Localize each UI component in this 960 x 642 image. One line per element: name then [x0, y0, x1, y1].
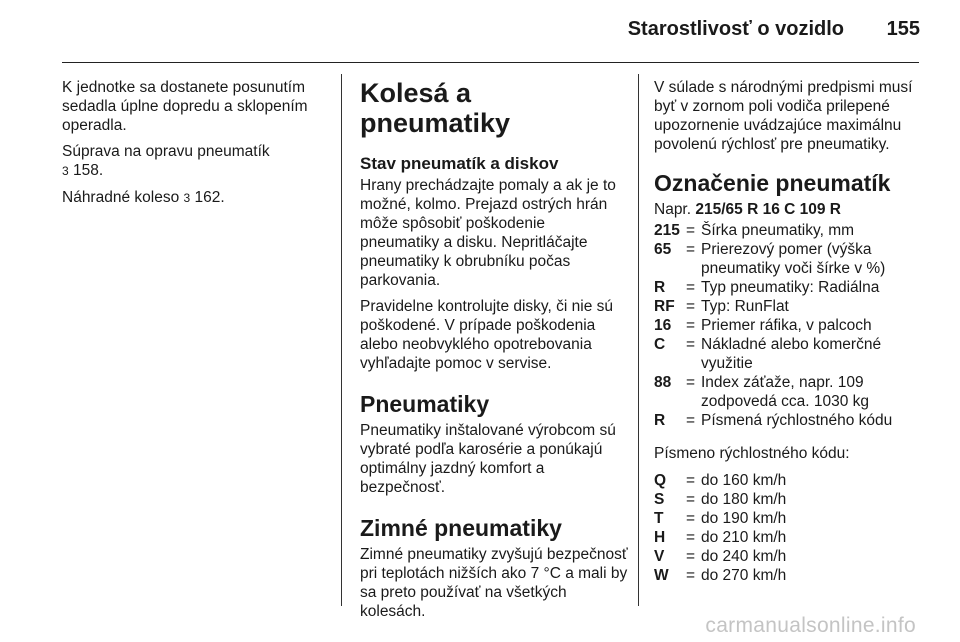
speed-code: W — [654, 567, 669, 584]
speed-desc: do 210 km/h — [701, 529, 787, 546]
speed-code: H — [654, 529, 666, 546]
definition-row — [654, 335, 924, 373]
section-title-tyres: Pneumatiky — [360, 391, 490, 417]
definition-code: 65 — [654, 241, 672, 258]
definition-desc: Nákladné alebo komerčné využitie — [701, 336, 882, 372]
column-divider — [638, 74, 639, 606]
definition-code: 215 — [654, 222, 680, 239]
equals-sign: = — [686, 298, 696, 315]
column-left — [62, 78, 330, 215]
speed-desc: do 160 km/h — [701, 472, 787, 489]
definition-code: 16 — [654, 317, 672, 334]
equals-sign: = — [686, 567, 696, 584]
speed-code: T — [654, 510, 664, 527]
paragraph-winter-tyres: Zimné pneumatiky zvyšujú bezpečnosť pri teplotách nižších ako 7 °C a mali by sa preto používať na všetkých kolesách. — [360, 546, 628, 620]
example-code: 215/65 R 16 C 109 R — [695, 201, 841, 218]
definition-desc: Prierezový pomer (výška pneumatiky voči šírke v %) — [701, 241, 886, 277]
definition-desc: Priemer ráfika, v palcoch — [701, 317, 872, 334]
column-divider — [341, 74, 342, 606]
page-number: 155 — [886, 18, 920, 40]
speed-code-row — [654, 471, 924, 490]
speed-desc: do 240 km/h — [701, 548, 787, 565]
repair-kit-label: Súprava na opravu pneumatík — [62, 143, 270, 160]
definition-desc: Index záťaže, napr. 109 zodpovedá cca. 1030 kg — [701, 374, 870, 410]
speed-code-heading: Písmeno rýchlostného kódu: — [654, 445, 850, 462]
definition-desc: Šírka pneumatiky, mm — [701, 222, 855, 239]
definition-row — [654, 297, 924, 316]
equals-sign: = — [686, 374, 696, 391]
definition-row — [654, 221, 924, 240]
equals-sign: = — [686, 241, 696, 258]
speed-desc: do 180 km/h — [701, 491, 787, 508]
speed-code-row — [654, 490, 924, 509]
page-reference-icon: 3 — [62, 164, 69, 178]
paragraph-spare-wheel — [62, 188, 330, 208]
definition-desc: Typ: RunFlat — [701, 298, 789, 315]
definition-code: 88 — [654, 374, 672, 391]
equals-sign: = — [686, 472, 696, 489]
equals-sign: = — [686, 529, 696, 546]
speed-code-row — [654, 566, 924, 585]
equals-sign: = — [686, 279, 696, 296]
equals-sign: = — [686, 222, 696, 239]
definition-row — [654, 373, 924, 411]
definition-row — [654, 411, 924, 430]
definition-row — [654, 240, 924, 278]
column-middle — [360, 78, 628, 628]
spare-wheel-label: Náhradné koleso — [62, 189, 180, 206]
speed-desc: do 190 km/h — [701, 510, 787, 527]
definition-desc: Písmená rýchlostného kódu — [701, 412, 893, 429]
speed-code-list — [654, 471, 924, 585]
section-title-winter-tyres: Zimné pneumatiky — [360, 515, 562, 541]
watermark: carmanualsonline.info — [705, 614, 916, 637]
section-title-tyre-marking: Označenie pneumatík — [654, 170, 891, 196]
definition-code: R — [654, 279, 666, 296]
page-reference-icon: 3 — [183, 191, 191, 205]
spare-wheel-page-link[interactable]: 162. — [194, 189, 225, 206]
header-title: Starostlivosť o vozidlo — [627, 18, 844, 40]
paragraph-repair-kit — [62, 142, 330, 181]
definition-list — [654, 221, 924, 430]
definition-code: RF — [654, 298, 675, 315]
equals-sign: = — [686, 317, 696, 334]
definition-desc: Typ pneumatiky: Radiálna — [701, 279, 880, 296]
repair-kit-page-link[interactable]: 158. — [73, 162, 104, 179]
definition-code: R — [654, 412, 666, 429]
speed-code: Q — [654, 472, 667, 489]
speed-desc: do 270 km/h — [701, 567, 787, 584]
subsection-title-condition: Stav pneumatík a diskov — [360, 154, 559, 173]
section-title-wheels-tyres: Kolesá a pneumatiky — [360, 78, 511, 138]
equals-sign: = — [686, 412, 696, 429]
paragraph-edges: Hrany prechádzajte pomaly a ak je to možné, kolmo. Prejazd ostrých hrán môže spôsobiť poškodenie pneumatiky a disku. Nepritláčajte pneumatiky k obrubníku počas parkovania. — [360, 177, 616, 289]
equals-sign: = — [686, 336, 696, 353]
equals-sign: = — [686, 548, 696, 565]
example-prefix: Napr. — [654, 201, 692, 218]
page-header — [0, 0, 960, 60]
definition-row — [654, 316, 924, 335]
speed-code-row — [654, 509, 924, 528]
paragraph-check-rims: Pravidelne kontrolujte disky, či nie sú poškodené. V prípade poškodenia alebo neobvyklého opotrebovania vyhľadajte pomoc v servise. — [360, 298, 614, 372]
definition-code: C — [654, 336, 666, 353]
example-line — [654, 200, 924, 219]
equals-sign: = — [686, 491, 696, 508]
speed-code: V — [654, 548, 665, 565]
column-right — [654, 78, 924, 585]
paragraph-speed-label: V súlade s národnými predpismi musí byť v zornom poli vodiča prilepené upozornenie uvádzajúce maximálnu povolenú rýchlosť pre pneumatiky. — [654, 79, 913, 153]
speed-code-row — [654, 528, 924, 547]
paragraph-tyres: Pneumatiky inštalované výrobcom sú vybraté podľa karosérie a ponúkajú optimálny jazdný komfort a bezpečnosť. — [360, 422, 616, 496]
paragraph-unit-access: K jednotke sa dostanete posunutím sedadla úplne dopredu a sklopením operadla. — [62, 79, 308, 134]
equals-sign: = — [686, 510, 696, 527]
definition-row — [654, 278, 924, 297]
speed-code: S — [654, 491, 665, 508]
header-rule — [62, 62, 919, 63]
speed-code-row — [654, 547, 924, 566]
